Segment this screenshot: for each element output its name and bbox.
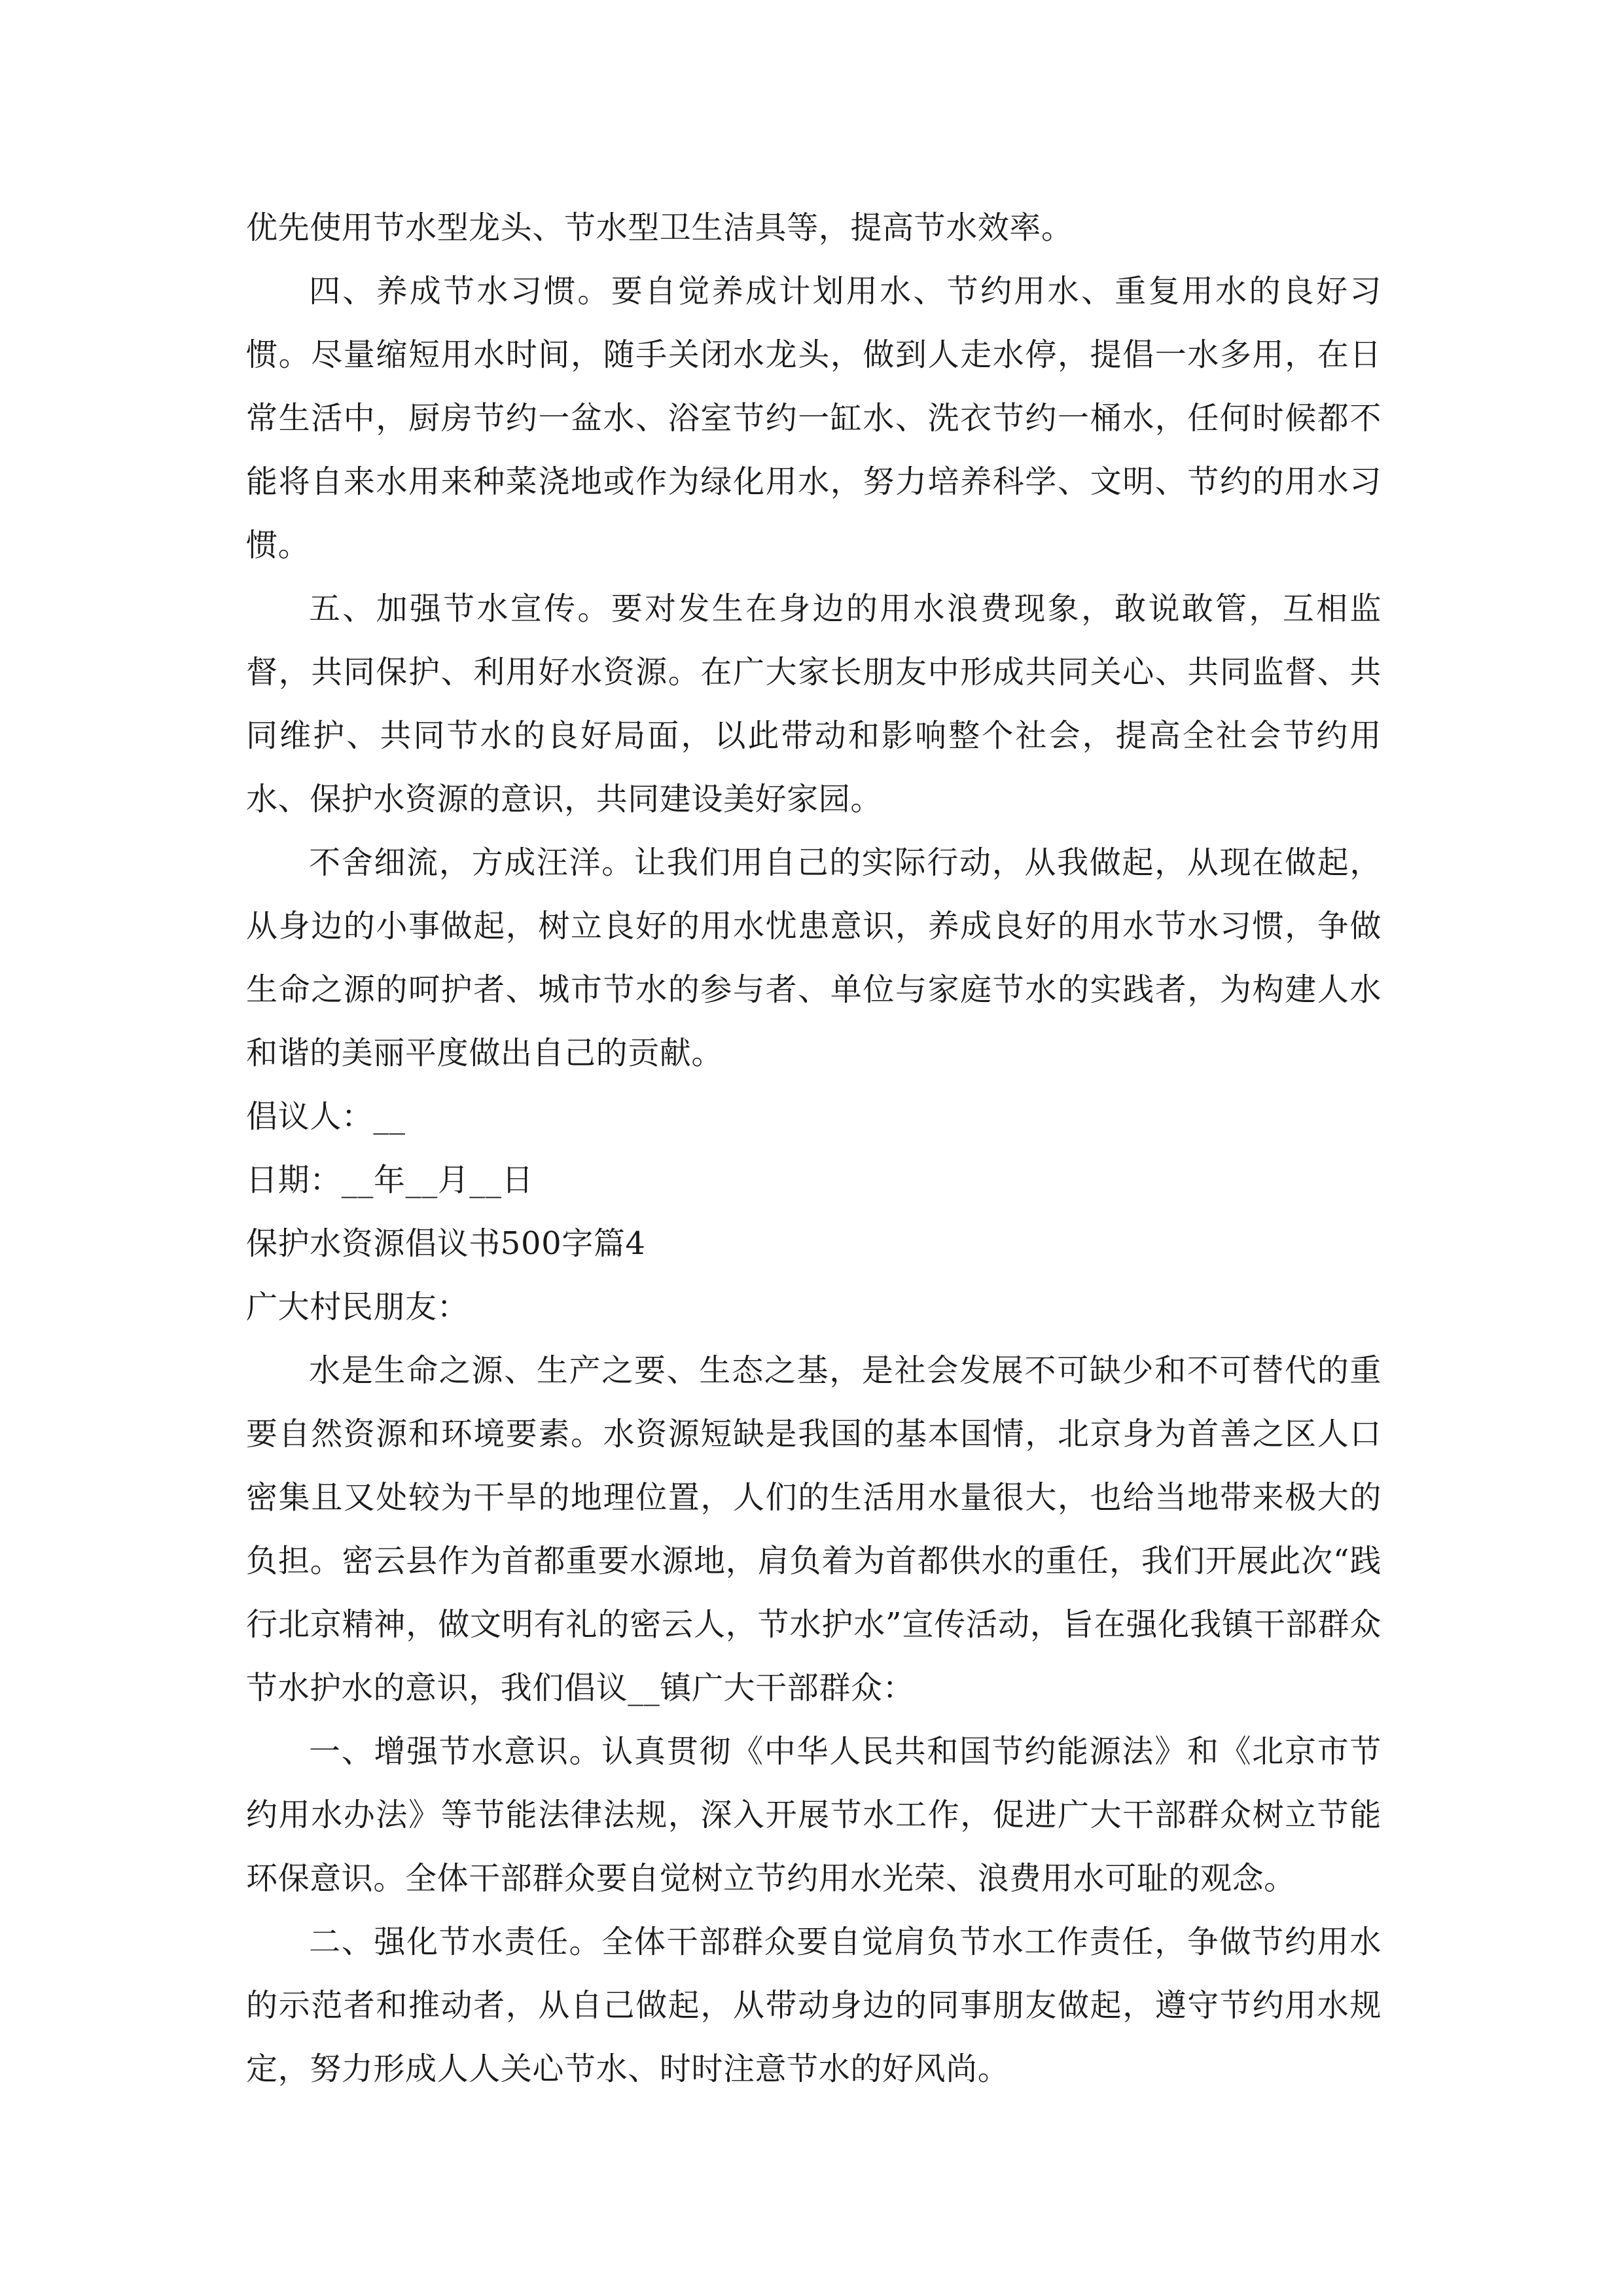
paragraph-awareness: 一、增强节水意识。认真贯彻《中华人民共和国节约能源法》和《北京市节约用水办法》等节能法律法规，深入开展节水工作，促进广大干部群众树立节能环保意识。全体干部群众要自觉树立节约用水光荣、浪费用水可耻的观念。 <box>246 1733 1382 1897</box>
paragraph-continuation: 优先使用节水型龙头、节水型卫生洁具等，提高节水效率。 <box>246 209 1073 246</box>
paragraph-intro: 水是生命之源、生产之要、生态之基，是社会发展不可缺少和不可替代的重要自然资源和环境要素。水资源短缺是我国的基本国情，北京身为首善之区人口密集且又处较为干旱的地理位置，人们的生活用水量很大，也给当地带来极大的负担。密云县作为首都重要水源地，肩负着为首都供水的重任，我们开展此次“践行北京精神，做文明有礼的密云人，节水护水”宣传活动，旨在强化我镇干部群众节水护水的意识，我们倡议__镇广大干部群众： <box>246 1352 1382 1706</box>
document-body <box>246 196 1382 2101</box>
proposer-line: 倡议人：__ <box>246 1098 406 1135</box>
salutation: 广大村民朋友： <box>246 1289 469 1325</box>
section-title: 保护水资源倡议书500字篇4 <box>246 1225 646 1262</box>
paragraph-publicity: 五、加强节水宣传。要对发生在身边的用水浪费现象，敢说敢管，互相监督，共同保护、利用好水资源。在广大家长朋友中形成共同关心、共同监督、共同维护、共同节水的良好局面，以此带动和影响整个社会，提高全社会节约用水、保护水资源的意识，共同建设美好家园。 <box>246 590 1382 817</box>
paragraph-responsibility: 二、强化节水责任。全体干部群众要自觉肩负节水工作责任，争做节约用水的示范者和推动者，从自己做起，从带动身边的同事朋友做起，遵守节约用水规定，努力形成人人关心节水、时时注意节水的好风尚。 <box>246 1924 1382 2087</box>
paragraph-closing: 不舍细流，方成汪洋。让我们用自己的实际行动，从我做起，从现在做起，从身边的小事做起，树立良好的用水忧患意识，养成良好的用水节水习惯，争做生命之源的呵护者、城市节水的参与者、单位与家庭节水的实践者，为构建人水和谐的美丽平度做出自己的贡献。 <box>246 844 1382 1071</box>
date-line: 日期：__年__月__日 <box>246 1162 534 1198</box>
paragraph-habit: 四、养成节水习惯。要自觉养成计划用水、节约用水、重复用水的良好习惯。尽量缩短用水时间，随手关闭水龙头，做到人走水停，提倡一水多用，在日常生活中，厨房节约一盆水、浴室节约一缸水、洗衣节约一桶水，任何时候都不能将自来水用来种菜浇地或作为绿化用水，努力培养科学、文明、节约的用水习惯。 <box>246 273 1382 564</box>
